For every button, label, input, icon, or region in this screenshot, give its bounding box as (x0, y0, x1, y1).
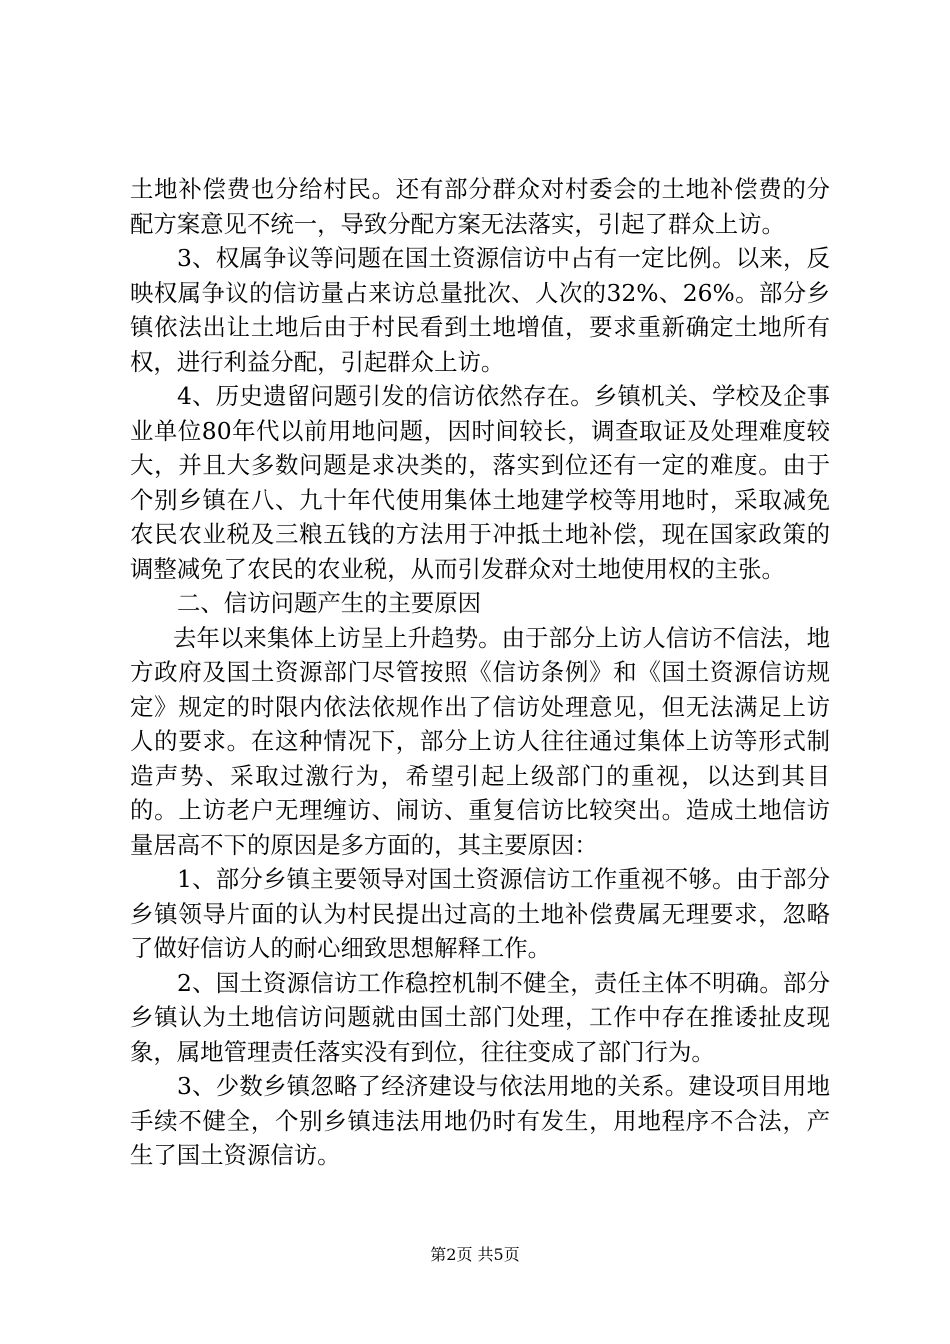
paragraph-intro: 去年以来集体上访呈上升趋势。由于部分上访人信访不信法，地方政府及国土资源部门尽管按照《信访条例》和《国土资源信访规定》规定的时限内依法依规作出了信访处理意见，但无法满足上访人的要求。在这种情况下，部分上访人往往通过集体上访等形式制造声势、采取过激行为，希望引起上级部门的重视，以达到其目的。上访老户无理缠访、闹访、重复信访比较突出。造成土地信访量居高不下的原因是多方面的，其主要原因： (130, 623, 830, 859)
paragraph-reason-3: 3、少数乡镇忽略了经济建设与依法用地的关系。建设项目用地手续不健全，个别乡镇违法用地仍时有发生，用地程序不合法，产生了国土资源信访。 (130, 1072, 830, 1169)
paragraph-reason-2: 2、国土资源信访工作稳控机制不健全，责任主体不明确。部分乡镇认为土地信访问题就由国土部门处理，工作中存在推诿扯皮现象，属地管理责任落实没有到位，往往变成了部门行为。 (130, 968, 830, 1066)
paragraph-reason-1: 1、部分乡镇主要领导对国土资源信访工作重视不够。由于部分乡镇领导片面的认为村民提出过高的土地补偿费属无理要求，忽略了做好信访人的耐心细致思想解释工作。 (130, 865, 830, 962)
paragraph-item-3: 3、权属争议等问题在国土资源信访中占有一定比例。以来，反映权属争议的信访量占来访总量批次、人次的32%、26%。部分乡镇依法出让土地后由于村民看到土地增值，要求重新确定土地所有权，进行利益分配，引起群众上访。 (130, 244, 830, 376)
document-body (130, 172, 830, 1173)
paragraph-item-4: 4、历史遗留问题引发的信访依然存在。乡镇机关、学校及企事业单位80年代以前用地问题，因时间较长，调查取证及处理难度较大，并且大多数问题是求决类的，落实到位还有一定的难度。由于个别乡镇在八、九十年代使用集体土地建学校等用地时，采取减免农民农业税及三粮五钱的方法用于冲抵土地补偿，现在国家政策的调整减免了农民的农业税，从而引发群众对土地使用权的主张。 (130, 382, 830, 583)
section-heading: 二、信访问题产生的主要原因 (177, 589, 482, 617)
paragraph-continuation: 土地补偿费也分给村民。还有部分群众对村委会的土地补偿费的分配方案意见不统一，导致分配方案无法落实，引起了群众上访。 (130, 175, 830, 238)
page-number-footer: 第2页 共5页 (430, 1245, 520, 1264)
